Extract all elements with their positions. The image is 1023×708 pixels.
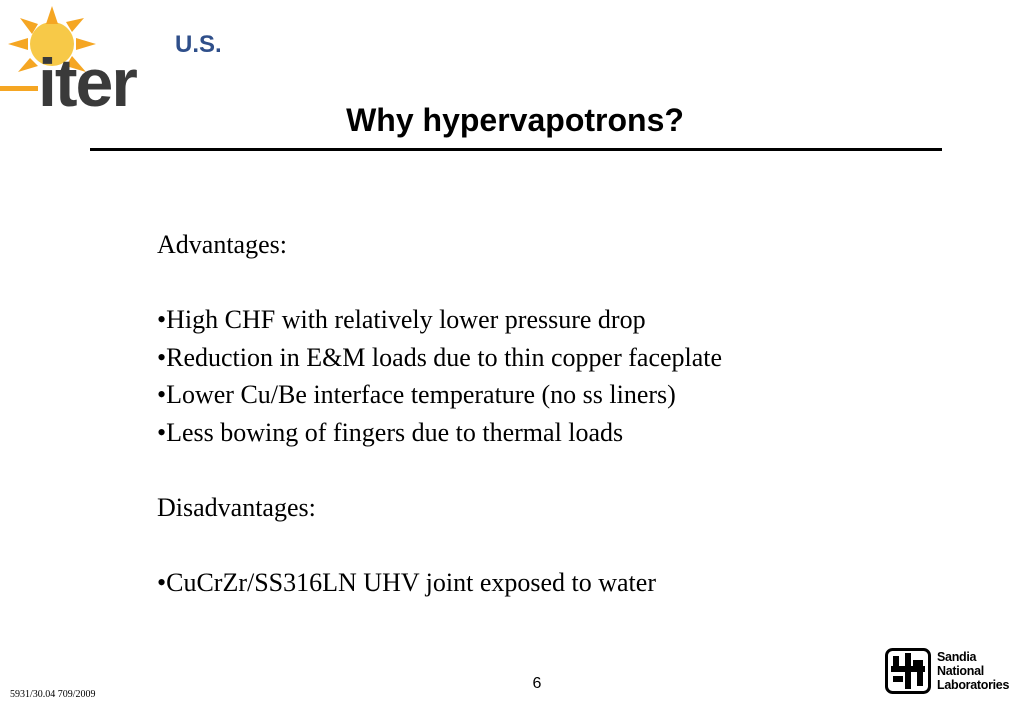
title-divider xyxy=(90,148,942,151)
advantage-item: • High CHF with relatively lower pressure drop xyxy=(157,301,917,339)
advantage-item: • Reduction in E&M loads due to thin copper faceplate xyxy=(157,339,917,377)
sandia-line-2: National xyxy=(937,664,984,678)
advantages-heading: Advantages: xyxy=(157,230,287,259)
footer-reference: 5931/30.04 709/2009 xyxy=(10,689,96,700)
disadvantages-heading: Disadvantages: xyxy=(157,492,316,522)
disadvantage-item: • CuCrZr/SS316LN UHV joint exposed to water xyxy=(157,564,917,602)
logo-iter-text: iter xyxy=(38,45,136,115)
logo-us-text: U.S. xyxy=(175,31,222,58)
advantage-item: • Lower Cu/Be interface temperature (no ss liners) xyxy=(157,376,917,414)
sandia-line-3: Laboratories xyxy=(937,678,1010,692)
sandia-thunderbird-icon xyxy=(885,648,931,694)
sandia-line-1: Sandia xyxy=(937,650,977,664)
advantage-item: • Less bowing of fingers due to thermal loads xyxy=(157,414,917,452)
slide-title: Why hypervapotrons? xyxy=(346,102,684,138)
slide-content xyxy=(157,226,917,601)
sandia-logo xyxy=(885,648,1015,698)
page-number: 6 xyxy=(532,675,542,692)
us-iter-logo xyxy=(0,0,240,115)
